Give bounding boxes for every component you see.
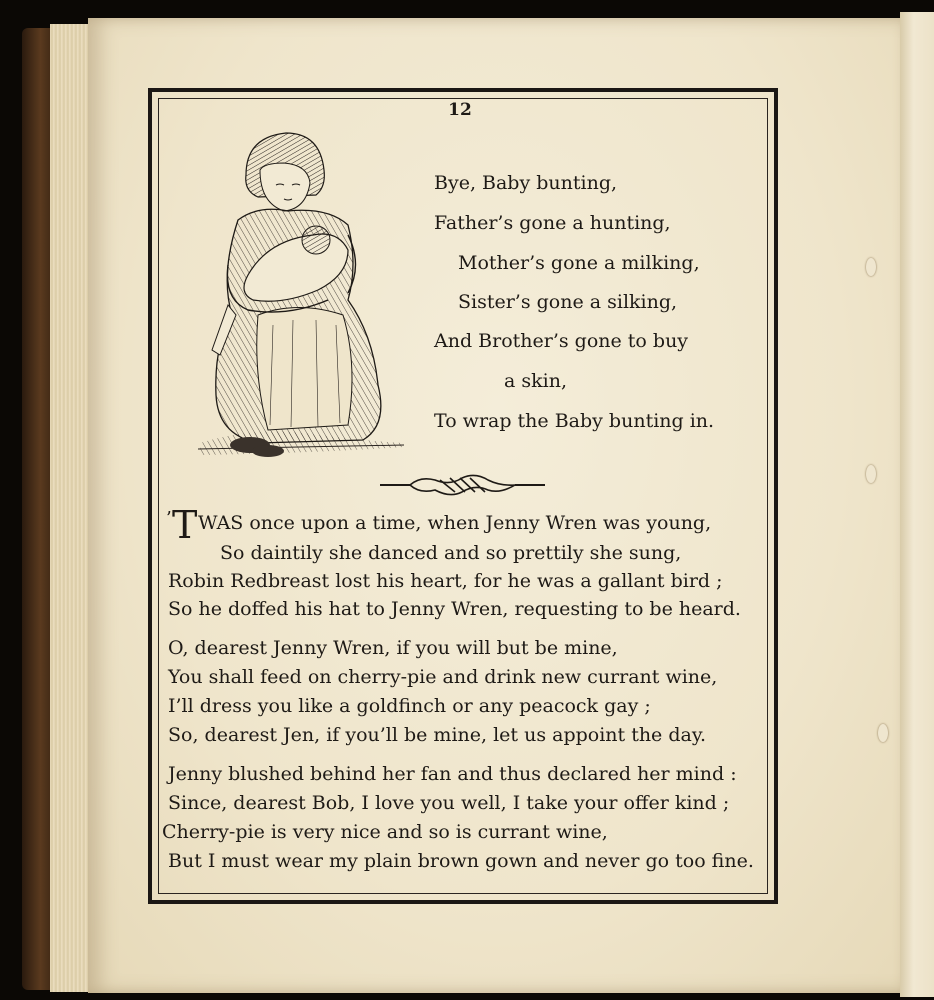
page-tear-mark (866, 258, 876, 276)
poem-line: Bye, Baby bunting, (434, 172, 618, 194)
poem-line: So, dearest Jen, if you’ll be mine, let us appoint the day. (168, 724, 707, 746)
page-tear-mark (878, 724, 888, 742)
poem-line: Cherry-pie is very nice and so is currant wine, (162, 821, 608, 843)
poem-line: But I must wear my plain brown gown and never go too fine. (168, 850, 754, 872)
poem-line: a skin, (504, 370, 567, 392)
page-tear-mark (866, 465, 876, 483)
poem-line: Jenny blushed behind her fan and thus declared her mind : (168, 763, 737, 785)
poem-line: And Brother’s gone to buy (434, 330, 689, 352)
poem-line: To wrap the Baby bunting in. (434, 410, 715, 432)
poem-line: So he doffed his hat to Jenny Wren, requesting to be heard. (168, 598, 741, 620)
poem-line: So daintily she danced and so prettily she sung, (220, 542, 682, 564)
poem-line: You shall feed on cherry-pie and drink new currant wine, (168, 666, 718, 688)
girl-holding-baby-engraving-icon (198, 125, 408, 470)
poem-line: O, dearest Jenny Wren, if you will but be mine, (168, 637, 618, 659)
poem-line: WAS once upon a time, when Jenny Wren was young, (198, 512, 712, 534)
scroll-ornament-icon (380, 472, 545, 498)
poem-line: Mother’s gone a milking, (458, 252, 700, 274)
poem-line: I’ll dress you like a goldfinch or any peacock gay ; (168, 695, 651, 717)
poem-line: Since, dearest Bob, I love you well, I take your offer kind ; (168, 792, 730, 814)
poem-line: Father’s gone a hunting, (434, 212, 671, 234)
next-page-edge (900, 12, 934, 997)
page-number: 12 (448, 100, 472, 120)
poem-line: Robin Redbreast lost his heart, for he was a gallant bird ; (168, 570, 723, 592)
opening-apostrophe: ’ (166, 508, 172, 529)
drop-cap: T (172, 503, 198, 547)
poem-line: Sister’s gone a silking, (458, 291, 678, 313)
